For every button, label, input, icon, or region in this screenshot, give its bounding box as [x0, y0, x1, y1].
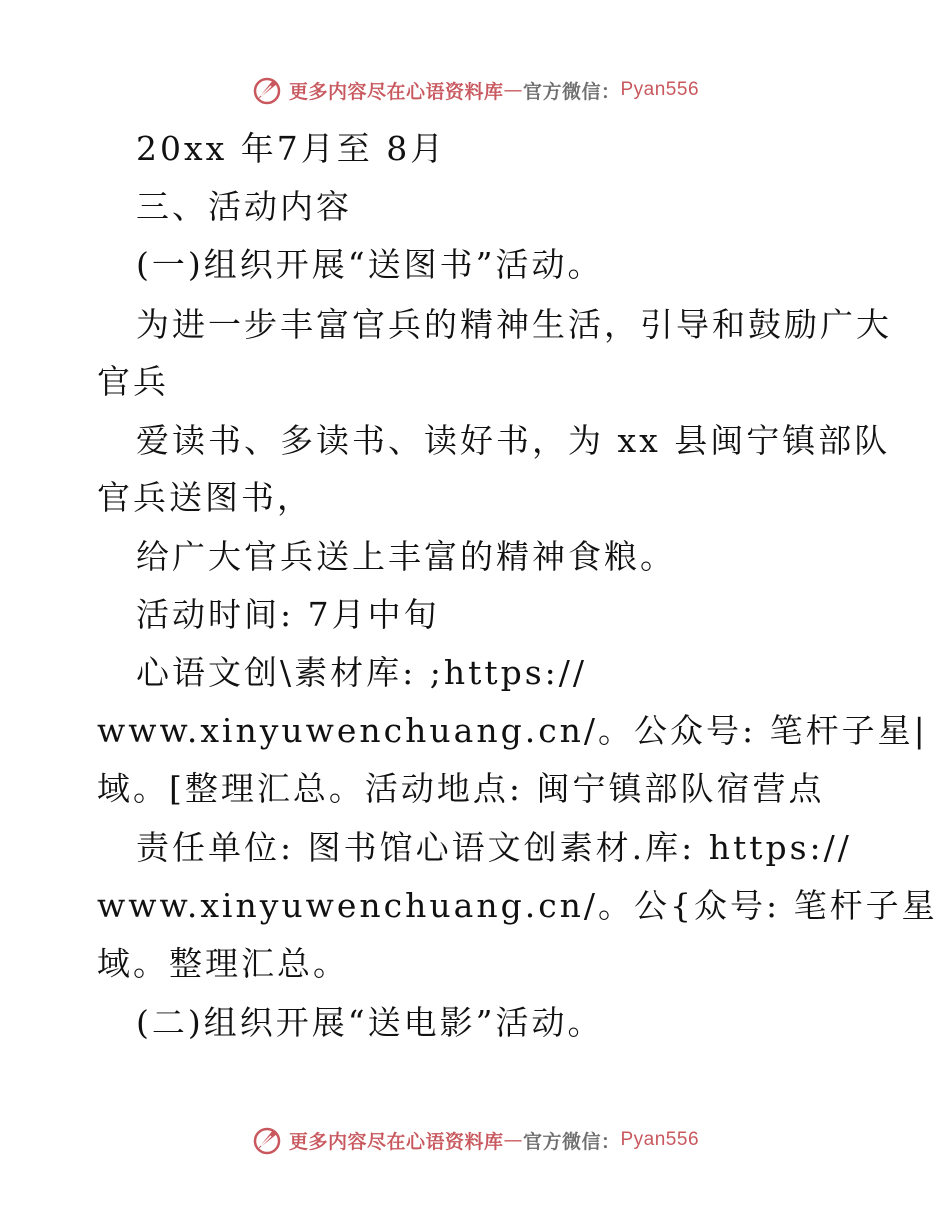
- paragraph-line: 心语文创\素材库: ;https://: [136, 653, 588, 692]
- banner-brand-text: 更多内容尽在心语资料库: [288, 80, 504, 103]
- responsible-unit-line: 责任单位: 图书馆心语文创素材.库: https://: [136, 828, 852, 867]
- subsection-heading: (二)组织开展“送电影”活动。: [136, 1003, 604, 1042]
- subsection-heading: (一)组织开展“送图书”活动。: [136, 245, 604, 284]
- feather-pen-logo-icon: [251, 1124, 283, 1156]
- banner-wechat-id: Pyan556: [620, 79, 700, 100]
- paragraph-line: 爱读书、多读书、读好书，为 xx 县闽宁镇部队: [136, 421, 891, 460]
- paragraph-line: 域。整理汇总。: [97, 944, 349, 983]
- paragraph-line: www.xinyuwenchuang.cn/。公{众号: 笔杆子星: [97, 886, 938, 925]
- activity-time-line: 活动时间: 7月中旬: [136, 595, 440, 634]
- paragraph-line: 官兵送图书，: [97, 478, 313, 517]
- banner-official-label: 官方微信：: [522, 80, 621, 103]
- header-banner: [0, 70, 950, 110]
- banner-brand-text: 更多内容尽在心语资料库: [288, 1130, 504, 1153]
- date-range-line: 20xx 年7月至 8月: [136, 129, 447, 168]
- banner-dash: —: [503, 79, 523, 101]
- feather-pen-logo-icon: [251, 74, 283, 106]
- paragraph-line: 给广大官兵送上丰富的精神食粮。: [136, 537, 676, 576]
- footer-banner: [0, 1120, 950, 1160]
- banner-wechat-id: Pyan556: [620, 1129, 700, 1150]
- banner-dash: —: [503, 1129, 523, 1151]
- paragraph-line: 为进一步丰富官兵的精神生活，引导和鼓励广大: [136, 305, 892, 344]
- paragraph-line: 官兵: [97, 362, 169, 401]
- banner-official-label: 官方微信：: [522, 1130, 621, 1153]
- paragraph-line: 域。[整理汇总。活动地点: 闽宁镇部队宿营点: [97, 769, 825, 808]
- paragraph-line: www.xinyuwenchuang.cn/。公众号: 笔杆子星|: [97, 711, 928, 750]
- section-heading: 三、活动内容: [136, 187, 352, 226]
